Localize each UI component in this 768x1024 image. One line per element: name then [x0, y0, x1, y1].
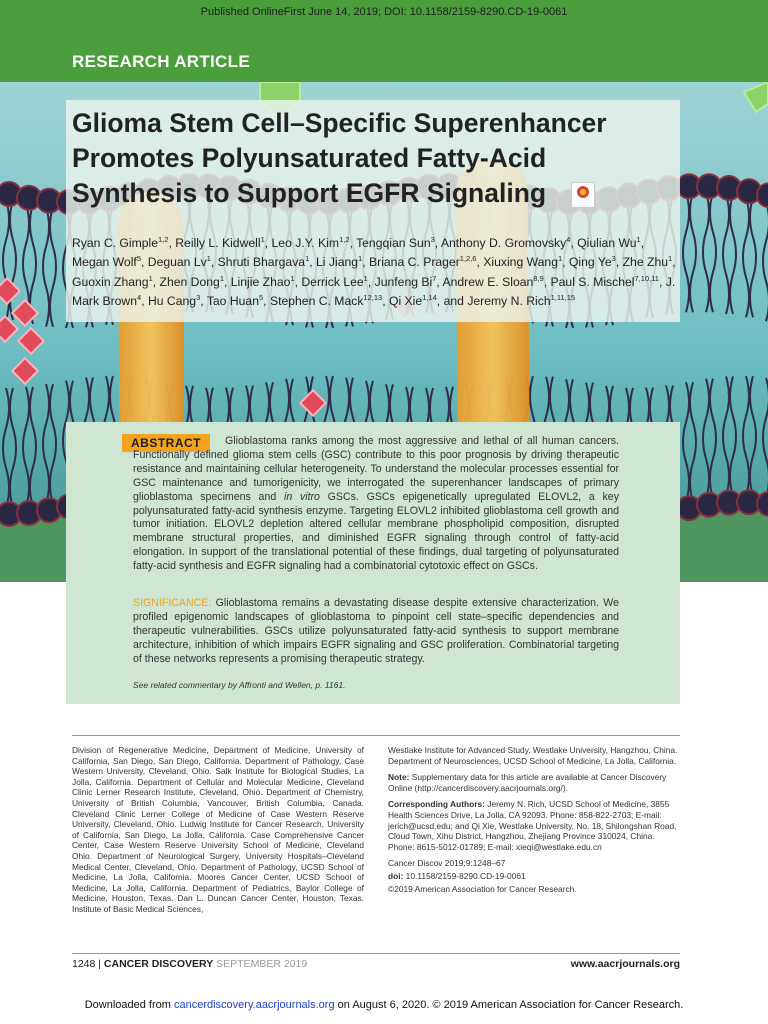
affiliations-right — [388, 745, 680, 900]
title-line-2: Promotes Polyunsaturated Fatty-Acid — [72, 143, 547, 173]
note: Note: Supplementary data for this article are available at Cancer Discovery Online (http://cancerdiscovery.aacrjournals.org/). — [388, 772, 667, 793]
doi: doi: 10.1158/2159-8290.CD-19-0061 — [388, 870, 526, 881]
crossmark-icon[interactable] — [571, 182, 595, 208]
download-notice: Downloaded from cancerdiscovery.aacrjournals.org on August 6, 2020. © 2019 American Association for Cancer Research. — [84, 999, 684, 1011]
significance-paragraph: SIGNIFICANCE: Glioblastoma remains a devastating disease despite extensive characterization. We profiled epigenomic landscapes of glioblastoma to pinpoint cell state–specific dependencies and therapeutic vulnerabilities. GSCs utilize polyunsaturated fatty-acid synthesis to support membrane architecture, inhibition of which impairs EGFR signaling and GSC proliferation. Combinatorial targeting of these networks represents a promising therapeutic strategy. — [133, 597, 619, 665]
significance-label: SIGNIFICANCE: — [133, 597, 212, 609]
copyright: ©2019 American Association for Cancer Research. — [388, 883, 577, 894]
corresponding-authors: Corresponding Authors: Jeremy N. Rich, UCSD School of Medicine, 3855 Health Sciences Drive, La Jolla, CA 92093. Phone: 858-822-2703; E-mail: jerich@ucsd.edu; and Qi Xie, Westlake University, No. 18, Shilongshan Road, Cloud Town, Xihu District, Hangzhou, Zhejiang Province 310024, China. Phone: 8615-5012-01789; E-mail: xieqi@westlake.edu.cn — [388, 799, 677, 852]
title-line-3: Synthesis to Support EGFR Signaling — [72, 178, 547, 208]
abstract-body: Glioblastoma ranks among the most aggressive and lethal of all human cancers. Functionally defined glioma stem cells (GSC) contribute to this poor prognosis by driving therapeutic resistance and maintaining cellular heterogeneity. To understand the molecular processes essential for GSC maintenance and tumorigenicity, we interrogated the superenhancer landscapes of primary glioblastoma specimens and in vitro GSCs. GSCs epigenetically upregulated ELOVL2, a key polyunsaturated fatty-acid synthesis enzyme. Targeting ELOVL2 inhibited glioblastoma cell growth and tumor initiation. ELOVL2 depletion altered cellular membrane phospholipid composition, disrupted membrane structural properties, and diminished EGFR signaling through control of fatty-acid elongation. In support of the translational potential of these findings, dual targeting of polyunsaturated fatty-acid synthesis and EGFR signaling had a combinatorial cytotoxic effect on GSCs. — [133, 435, 619, 573]
affiliations-continued: Westlake Institute for Advanced Study, Westlake University, Hangzhou, China. Department of Neurosciences, UCSD School of Medicine, La Jolla, California. — [388, 745, 678, 766]
article-title — [72, 106, 652, 211]
affiliations-left: Division of Regenerative Medicine, Department of Medicine, University of California, San Diego, San Diego, California. Department of Pathology, Case Western University, Cleveland, Ohio. Salk Institute for Biological Studies, La Jolla, California. Department of Cellular and Molecular Medicine, Cleveland Clinic Lerner Research Institute, Cleveland, Ohio. Department of Chemistry, University of British Columbia, Vancouver, British Columbia, Canada. Cleveland Clinic Lerner College of Medicine of Case Western Reserve University, Cleveland, Ohio. Ludwig Institute for Cancer Research, University of California, San Diego, La Jolla, California. Case Comprehensive Cancer Center, Case Western Reserve University School of Medicine, Cleveland Ohio. Department of Neurological Surgery, University Hospitals–Cleveland Medical Center, Cleveland, Ohio. Department of Pathology, UCSD School of Medicine, La Jolla, California. Moores Cancer Center, UCSD School of Medicine, La Jolla, California. Department of Pediatrics, Baylor College of Medicine, Houston, Texas. Dan L. Duncan Cancer Center, Houston, Texas. Institute of Basic Medical Sciences, — [72, 745, 364, 914]
footer-website-link[interactable]: www.aacrjournals.org — [570, 958, 680, 970]
title-line-1: Glioma Stem Cell–Specific Superenhancer — [72, 108, 607, 138]
download-link[interactable]: cancerdiscovery.aacrjournals.org — [173, 999, 335, 1011]
related-commentary: See related commentary by Affronti and Wellen, p. 1161. — [133, 680, 346, 690]
section-label: RESEARCH ARTICLE — [72, 52, 250, 71]
footer-journal: 1248 | CANCER DISCOVERY SEPTEMBER 2019 — [72, 958, 308, 970]
published-line: Published OnlineFirst June 14, 2019; DOI: 10.1158/2159-8290.CD-19-0061 — [200, 6, 568, 18]
divider — [72, 735, 680, 736]
citation: Cancer Discov 2019;9:1248–67 — [388, 858, 506, 869]
author-list: Ryan C. Gimple$^{1,2}$, Reilly L. Kidwell$^1$, Leo J.Y. Kim$^{1,2}$, Tengqian Sun$^3$, Anthony D. Gromovsky$^4$, Qiulian Wu$^1$, Megan Wolf$^5$, Deguan Lv$^1$, Shruti Bhargava$^1$, Li Jiang$^1$, Briana C. Prager$^{1,2,6}$, Xiuxing Wang$^1$, Qing Ye$^3$, Zhe Zhu$^1$, Guoxin Zhang$^1$, Zhen Dong$^1$, Linjie Zhao$^1$, Derrick Lee$^1$, Junfeng Bi$^7$, Andrew E. Sloan$^{8,9}$, Paul S. Mischel$^{7,10,11}$, J. Mark Brown$^4$, Hu Cang$^3$, Tao Huan$^5$, Stephen C. Mack$^{12,13}$, Qi Xie$^{1,14}$, and Jeremy N. Rich$^{1,11,15}$ — [72, 235, 676, 309]
abstract-label: ABSTRACT — [122, 434, 210, 452]
footer-divider — [72, 953, 680, 954]
